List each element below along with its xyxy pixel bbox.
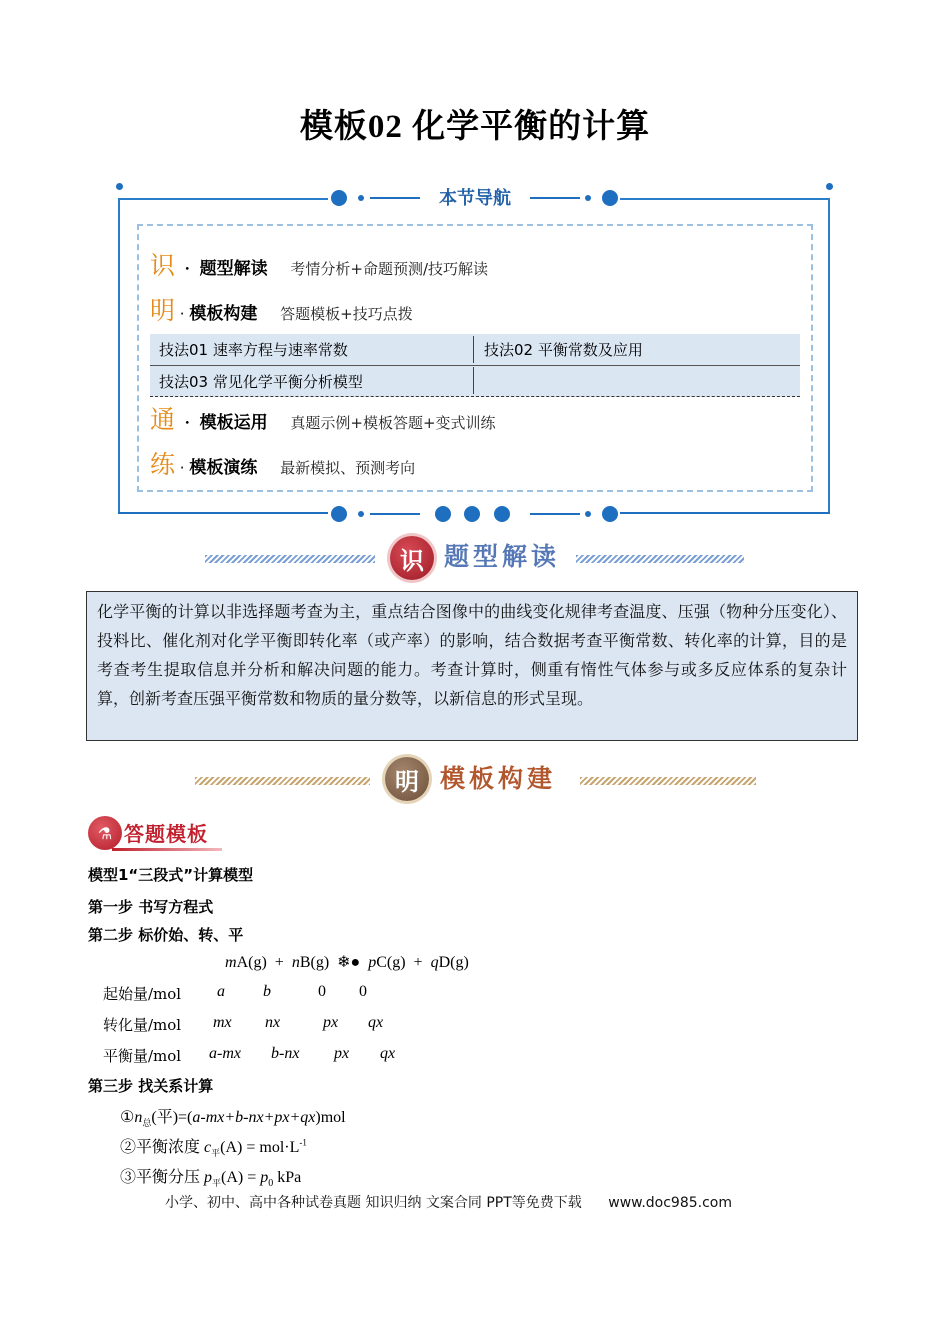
formula-concentration — [120, 1134, 307, 1159]
nav-line — [530, 513, 580, 515]
step-1: 第一步 书写方程式 — [88, 898, 214, 916]
symbol-n: n — [134, 1109, 143, 1126]
reaction-equation — [225, 952, 469, 972]
step-3: 第三步 找关系计算 — [88, 1077, 214, 1095]
technique-cell: 技法01 速率方程与速率常数 — [159, 341, 348, 359]
nav-head: 模板运用 — [199, 413, 268, 433]
formula-expr: a-mx+b-nx+px+qx — [192, 1109, 316, 1126]
table-row — [150, 365, 800, 397]
symbol-c: c — [204, 1139, 212, 1156]
nav-line — [620, 512, 830, 514]
nav-head: 模板演练 — [189, 458, 258, 478]
row-label-change: 转化量/mol — [103, 1016, 182, 1034]
intro-box: 化学平衡的计算以非选择题考查为主，重点结合图像中的曲线变化规律考查温度、压强（物种分压变化）、投料比、催化剂对化学平衡即转化率（或产率）的影响，结合数据考查平衡常数、转化率的计算，目的是考查考生提取信息并分析和解决问题的能力。考查计算时，侧重有惰性气体参与或多反应体系的复杂计算，创新考查压强平衡常数和物质的量分数等，以新信息的形式呈现。 — [86, 591, 858, 741]
table-cell: 0 — [359, 983, 367, 1000]
nav-sep: · — [179, 305, 185, 323]
subscript: 平 — [212, 1178, 222, 1189]
plus-sign: + — [274, 954, 284, 971]
nav-sep: ・ — [179, 414, 195, 432]
technique-cell: 技法02 平衡常数及应用 — [484, 341, 643, 359]
corner-dot-left — [116, 183, 123, 190]
nav-desc: 最新模拟、预测考向 — [280, 459, 416, 477]
nav-sep: ・ — [179, 260, 195, 278]
species-a: A(g) — [236, 954, 267, 971]
row-label-equilibrium: 平衡量/mol — [103, 1047, 182, 1065]
row-label-initial: 起始量/mol — [103, 985, 182, 1003]
table-cell: 0 — [318, 983, 326, 1000]
nav-row-identify — [150, 246, 488, 282]
formula-text: (A) = — [221, 1169, 261, 1186]
nav-char: 练 — [150, 450, 176, 479]
table-cell: a — [217, 983, 225, 1000]
nav-dot — [331, 190, 347, 206]
nav-desc: 答题模板+技巧点拨 — [280, 305, 413, 323]
banner-stripe — [580, 777, 756, 785]
nav-heading: 本节导航 — [420, 184, 530, 210]
species-d: D(g) — [438, 954, 469, 971]
nav-line — [118, 512, 328, 514]
corner-dot-right — [826, 183, 833, 190]
banner-stripe — [576, 555, 744, 563]
nav-dot — [435, 506, 451, 522]
symbol-p: p — [204, 1169, 213, 1186]
section-title: 题型解读 — [444, 542, 561, 571]
table-cell: qx — [380, 1045, 396, 1062]
nav-row-apply — [150, 400, 496, 436]
nav-dot — [331, 506, 347, 522]
nav-char: 明 — [150, 296, 176, 325]
flask-icon: ⚗ — [88, 816, 122, 850]
coef-m: m — [225, 954, 237, 971]
nav-desc: 真题示例+模板答题+变式训练 — [290, 414, 496, 432]
section-badge: 明 — [385, 757, 429, 801]
nav-head: 模板构建 — [189, 304, 258, 324]
technique-cell: 技法03 常见化学平衡分析模型 — [159, 373, 363, 391]
coef-q: q — [430, 954, 439, 971]
symbol-p0: p — [260, 1169, 269, 1186]
nav-char: 识 — [150, 251, 176, 280]
nav-desc: 考情分析+命题预测/技巧解读 — [290, 260, 488, 278]
section-title: 模板构建 — [440, 764, 557, 793]
table-bottom-border — [150, 396, 800, 397]
table-divider — [473, 367, 474, 394]
formula-text: ②平衡浓度 — [120, 1139, 201, 1156]
formula-text: (A) = mol·L — [220, 1139, 300, 1156]
footer — [165, 1192, 732, 1212]
species-c: C(g) — [376, 954, 406, 971]
footer-url[interactable]: www.doc985.com — [608, 1195, 732, 1211]
nav-row-practice — [150, 445, 415, 481]
nav-dot — [585, 195, 591, 201]
nav-dot — [494, 506, 510, 522]
formula-text: ③平衡分压 — [120, 1169, 201, 1186]
nav-dot — [464, 506, 480, 522]
table-cell: px — [334, 1045, 350, 1062]
nav-char: 通 — [150, 405, 176, 434]
table-cell: mx — [213, 1014, 232, 1031]
footer-text: 小学、初中、高中各种试卷真题 知识归纳 文案合同 PPT等免费下载 — [165, 1195, 582, 1211]
formula-total-moles — [120, 1104, 346, 1129]
coef-p: p — [368, 954, 377, 971]
formula-text: (平)=( — [151, 1109, 193, 1126]
table-cell: px — [323, 1014, 339, 1031]
nav-dot — [602, 506, 618, 522]
table-divider — [473, 336, 474, 363]
table-cell: a-mx — [209, 1045, 241, 1062]
nav-frame-top-left — [118, 198, 328, 200]
nav-line — [530, 197, 580, 199]
plus-sign: + — [413, 954, 423, 971]
table-cell: b — [263, 983, 271, 1000]
page-title: 模板02 化学平衡的计算 — [299, 109, 651, 145]
nav-line — [370, 513, 420, 515]
step-2: 第二步 标价始、转、平 — [88, 926, 244, 944]
section-badge: 识 — [390, 536, 434, 580]
answer-template-tag: 答题模板 — [124, 822, 208, 846]
species-b: B(g) — [299, 954, 330, 971]
subscript: 平 — [211, 1148, 221, 1159]
nav-line — [370, 197, 420, 199]
coef-n: n — [291, 954, 300, 971]
nav-dot — [602, 190, 618, 206]
formula-number: ① — [120, 1109, 135, 1126]
tag-underline — [112, 848, 222, 851]
nav-row-construct — [150, 291, 413, 327]
subscript: 0 — [268, 1178, 274, 1190]
superscript: -1 — [299, 1137, 307, 1148]
table-cell: b-nx — [271, 1045, 300, 1062]
nav-sep: · — [179, 459, 185, 477]
formula-partial-pressure — [120, 1164, 301, 1189]
nav-head: 题型解读 — [199, 259, 268, 279]
banner-stripe — [205, 555, 375, 563]
technique-table — [150, 334, 800, 396]
banner-stripe — [195, 777, 370, 785]
nav-frame-top-right — [620, 198, 830, 200]
nav-dot — [358, 195, 364, 201]
model-title: 模型1“三段式”计算模型 — [88, 866, 254, 884]
formula-unit: )mol — [315, 1109, 346, 1126]
subscript: 总 — [142, 1118, 152, 1129]
table-row — [150, 334, 800, 365]
formula-unit: kPa — [273, 1169, 302, 1186]
table-cell: nx — [265, 1014, 281, 1031]
nav-dot — [358, 511, 364, 517]
equilibrium-arrow: ❄● — [337, 954, 361, 971]
table-cell: qx — [368, 1014, 384, 1031]
nav-dot — [585, 511, 591, 517]
